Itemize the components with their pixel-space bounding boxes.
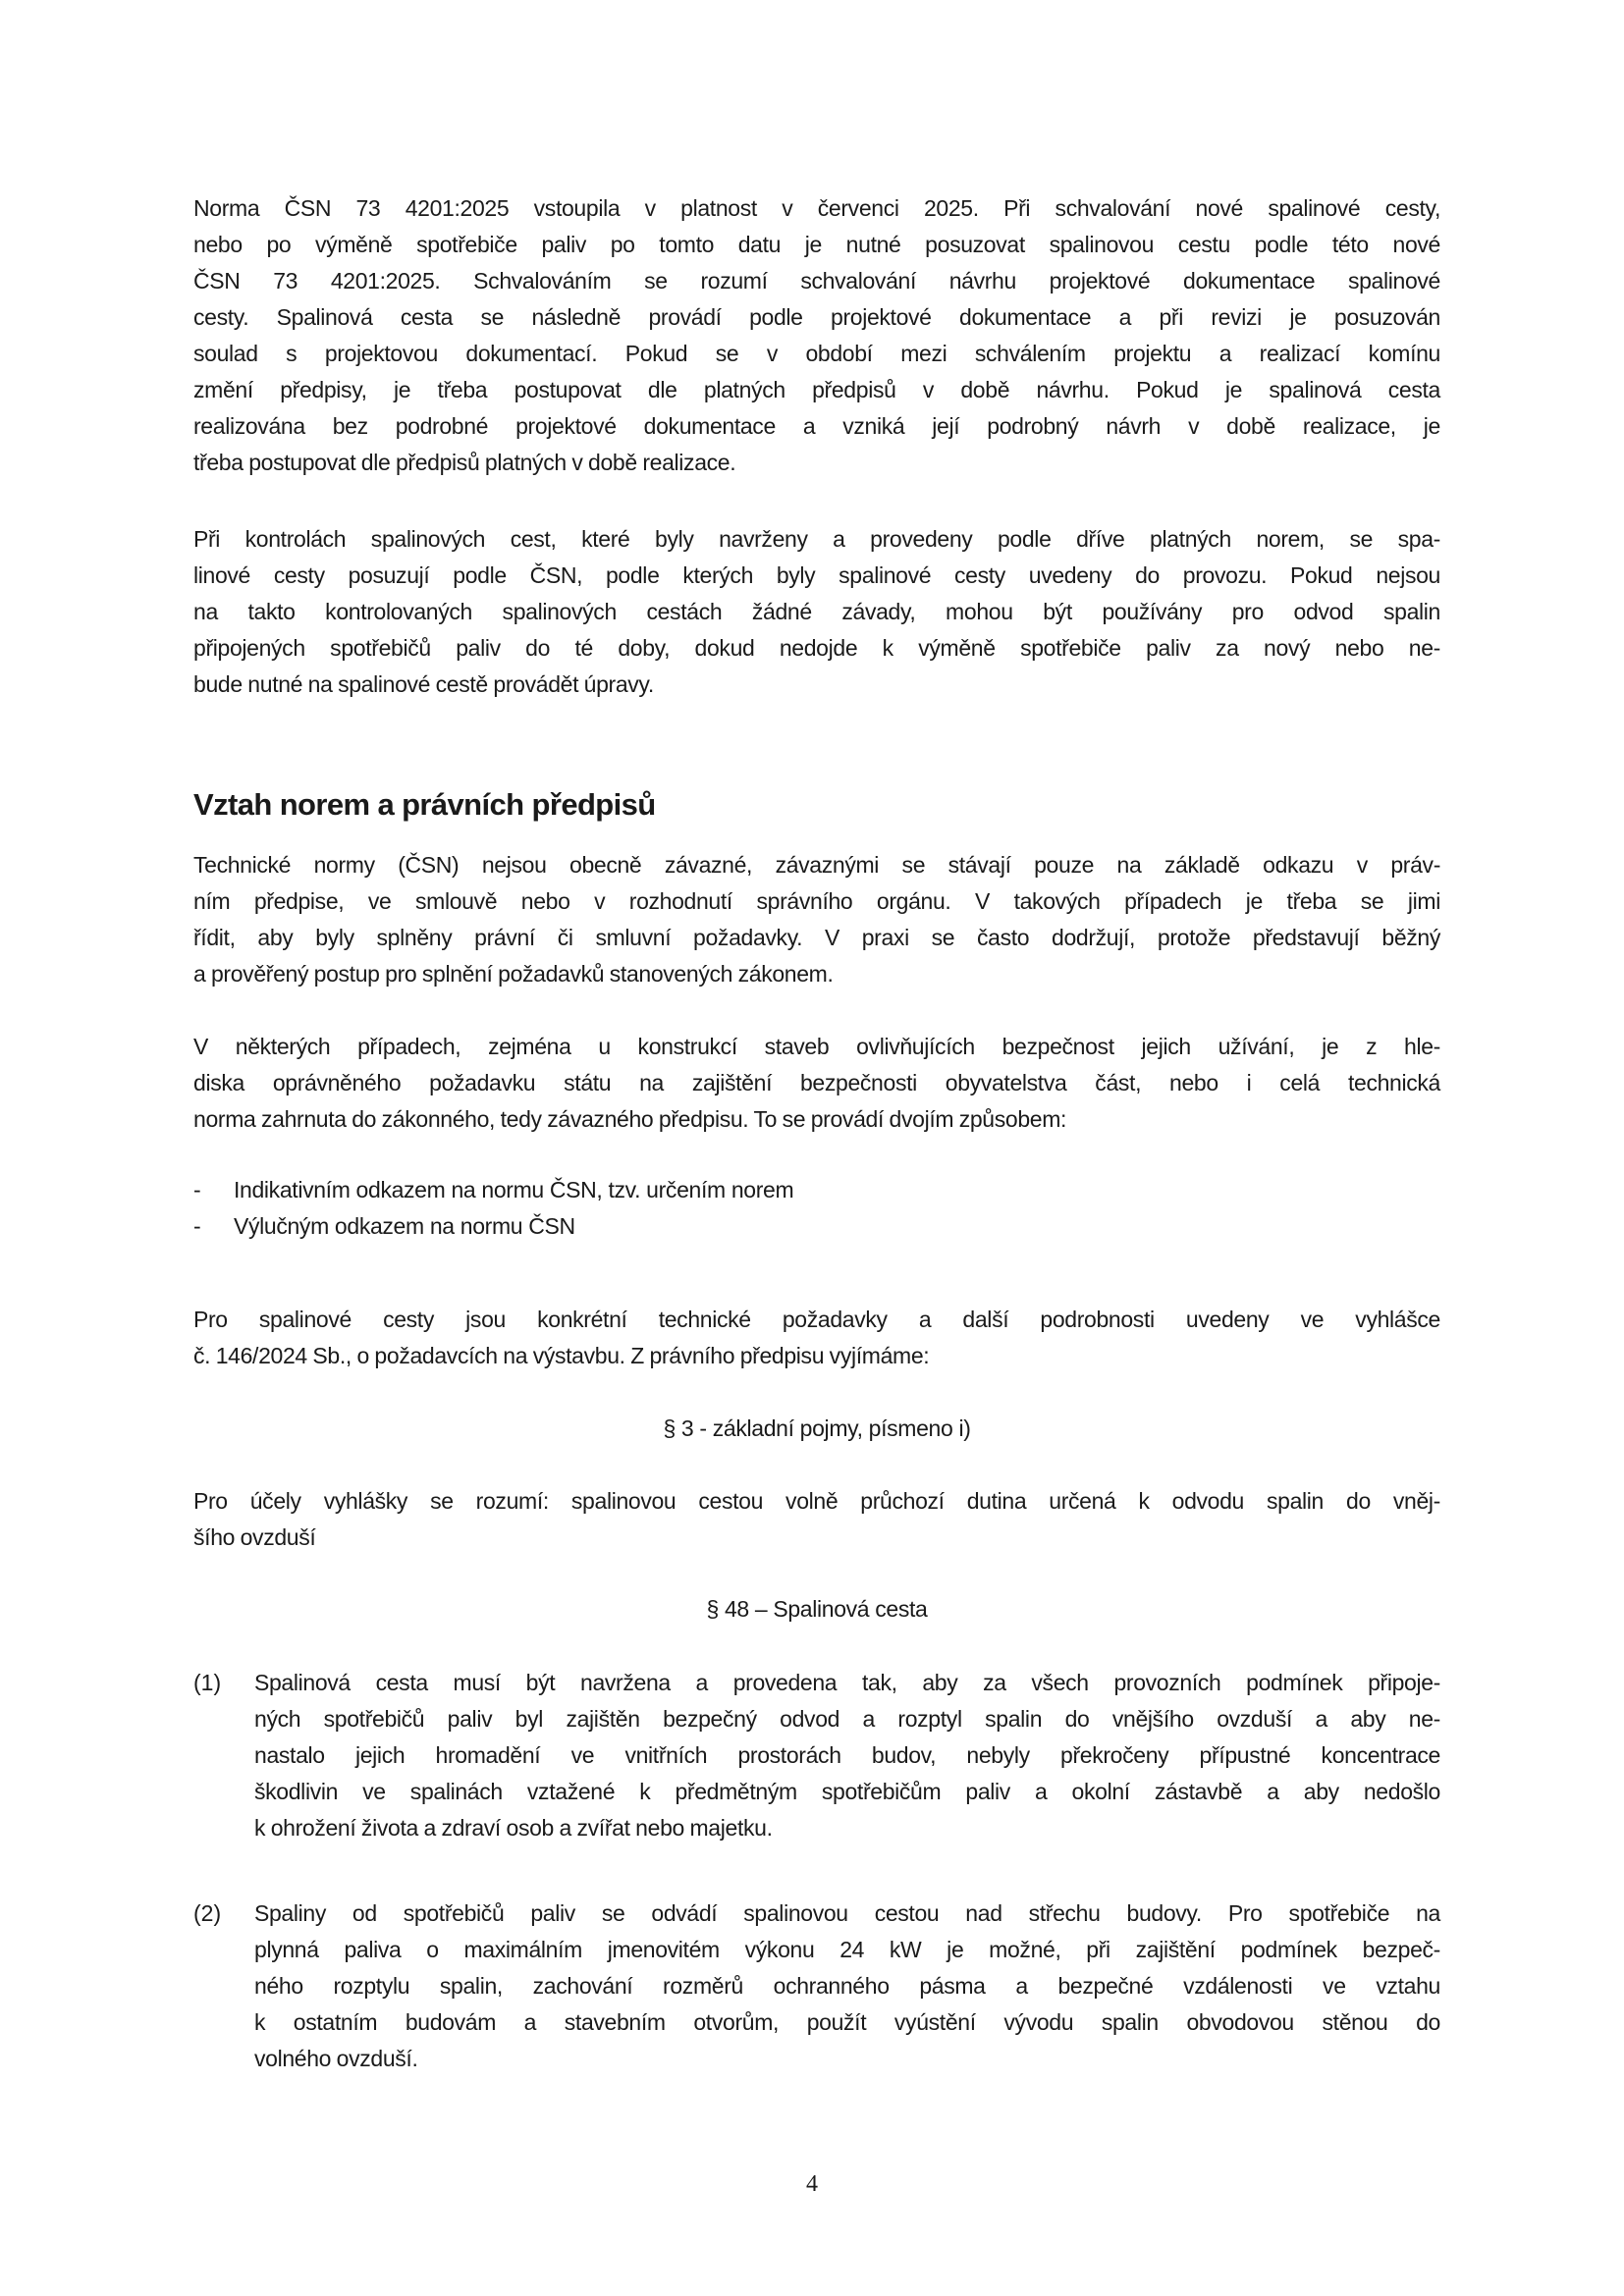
text-line: Při kontrolách spalinových cest, které byly navrženy a provedeny podle dříve platných norem, se spa-	[193, 526, 1440, 552]
text-line: norma zahrnuta do zákonného, tedy závazného předpisu. To se provádí dvojím způsobem:	[193, 1106, 1067, 1132]
text-line: volného ovzduší.	[254, 2046, 418, 2071]
item-number: (1)	[193, 1670, 222, 1695]
text-line: k ostatním budovám a stavebním otvorům, použít vyústění vývodu spalin obvodovou stěnou do	[254, 2009, 1440, 2035]
paragraph-definition	[193, 1483, 1440, 1556]
text-line: č. 146/2024 Sb., o požadavcích na výstavbu. Z právního předpisu vyjímáme:	[193, 1343, 930, 1368]
text-line: změní předpisy, je třeba postupovat dle platných předpisů v době návrhu. Pokud je spalinová cesta	[193, 377, 1440, 402]
text-line: diska oprávněného požadavku státu na zajištění bezpečnosti obyvatelstva část, nebo i celá technická	[193, 1070, 1440, 1095]
list-item-text: Výlučným odkazem na normu ČSN	[234, 1213, 575, 1239]
text-line: ných spotřebičů paliv byl zajištěn bezpečný odvod a rozptyl spalin do vnějšího ovzduší a aby ne-	[254, 1706, 1440, 1732]
text-line: nebo po výměně spotřebiče paliv po tomto datu je nutné posuzovat spalinovou cestu podle této nové	[193, 232, 1440, 257]
text-line: realizována bez podrobné projektové dokumentace a vzniká její podrobný návrh v době realizace, je	[193, 413, 1440, 439]
text-line: na takto kontrolovaných spalinových cestách žádné závady, mohou být používány pro odvod spalin	[193, 599, 1440, 624]
list-item	[193, 1172, 1440, 1208]
text-line: škodlivin ve spalinách vztažené k předmětným spotřebičům paliv a okolní zástavbě a aby nedošlo	[254, 1779, 1440, 1804]
text-line: Pro účely vyhlášky se rozumí: spalinovou cestou volně průchozí dutina určená k odvodu spalin do vněj-	[193, 1488, 1440, 1514]
list-item-text: Indikativním odkazem na normu ČSN, tzv. určením norem	[234, 1177, 794, 1202]
text-line: Norma ČSN 73 4201:2025 vstoupila v platnost v červenci 2025. Při schvalování nové spalinové cesty,	[193, 195, 1440, 221]
paragraph-csn-validity	[193, 190, 1440, 481]
item-body	[254, 1896, 1440, 2077]
paragraph-legal-inclusion	[193, 1029, 1440, 1138]
text-line: nastalo jejich hromadění ve vnitřních prostorách budov, nebyly překročeny přípustné koncentrace	[254, 1742, 1440, 1768]
text-line: cesty. Spalinová cesta se následně provádí podle projektové dokumentace a při revizi je posuzován	[193, 304, 1440, 330]
item-number: (2)	[193, 1900, 222, 1926]
list-bullet: -	[193, 1177, 201, 1202]
paragraph-inspections	[193, 521, 1440, 703]
text-line: a prověřený postup pro splnění požadavků stanovených zákonem.	[193, 961, 834, 987]
text-line: k ohrožení života a zdraví osob a zvířat nebo majetku.	[254, 1815, 773, 1841]
paragraph-decree	[193, 1302, 1440, 1374]
text-line: V některých případech, zejména u konstrukcí staveb ovlivňujících bezpečnost jejich užívání, je z hle-	[193, 1034, 1440, 1059]
text-line: Spaliny od spotřebičů paliv se odvádí spalinovou cestou nad střechu budovy. Pro spotřebiče na	[254, 1900, 1440, 1926]
list-item	[193, 1208, 1440, 1245]
text-line: plynná paliva o maximálním jmenovitém výkonu 24 kW je možné, při zajištění podmínek bezpeč-	[254, 1937, 1440, 1962]
text-line: ním předpise, ve smlouvě nebo v rozhodnutí správního orgánu. V takových případech je třeba se jimi	[193, 888, 1440, 914]
text-line: připojených spotřebičů paliv do té doby, dokud nedojde k výměně spotřebiče paliv za nový nebo ne-	[193, 635, 1440, 661]
section-48-title: § 48 – Spalinová cesta	[706, 1596, 928, 1622]
text-line: soulad s projektovou dokumentací. Pokud se v období mezi schválením projektu a realizací komínu	[193, 341, 1440, 366]
text-line: ČSN 73 4201:2025. Schvalováním se rozumí schvalování návrhu projektové dokumentace spalinové	[193, 268, 1440, 294]
text-line: linové cesty posuzují podle ČSN, podle kterých byly spalinové cesty uvedeny do provozu. Pokud nejsou	[193, 562, 1440, 588]
paragraph-technical-norms	[193, 847, 1440, 992]
text-line: šího ovzduší	[193, 1524, 316, 1550]
text-line: Technické normy (ČSN) nejsou obecně závazné, závaznými se stávají pouze na základě odkazu v práv-	[193, 852, 1440, 878]
text-line: třeba postupovat dle předpisů platných v době realizace.	[193, 450, 736, 475]
text-line: řídit, aby byly splněny právní či smluvní požadavky. V praxi se často dodržují, protože představují běžný	[193, 925, 1440, 950]
section-3-title: § 3 - základní pojmy, písmeno i)	[663, 1415, 971, 1441]
text-line: ného rozptylu spalin, zachování rozměrů ochranného pásma a bezpečné vzdálenosti ve vztahu	[254, 1973, 1440, 1999]
item-body	[254, 1665, 1440, 1846]
list-bullet: -	[193, 1213, 201, 1239]
page-number: 4	[806, 2171, 818, 2197]
section-heading: Vztah norem a právních předpisů	[193, 787, 656, 822]
text-line: bude nutné na spalinové cestě provádět úpravy.	[193, 671, 654, 697]
text-line: Spalinová cesta musí být navržena a provedena tak, aby za všech provozních podmínek připoje-	[254, 1670, 1440, 1695]
text-line: Pro spalinové cesty jsou konkrétní technické požadavky a další podrobnosti uvedeny ve vyhlášce	[193, 1307, 1440, 1332]
